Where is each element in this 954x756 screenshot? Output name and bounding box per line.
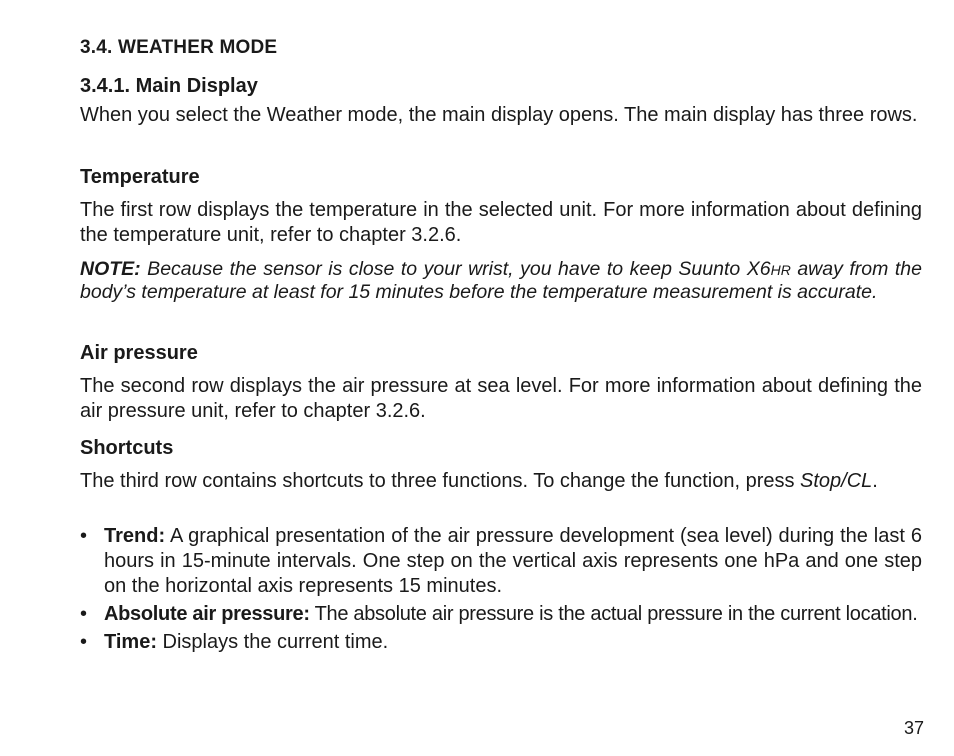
bullet-icon: • xyxy=(80,631,88,653)
note-model-suffix: HR xyxy=(770,262,791,278)
list-item-text: Displays the current time. xyxy=(156,631,389,653)
list-item-absolute-air-pressure xyxy=(80,602,922,627)
bullet-icon: • xyxy=(80,525,88,547)
page-number: 37 xyxy=(903,718,924,738)
list-item-text: The absolute air pressure is the actual pressure in the current location. xyxy=(309,603,918,625)
air-pressure-paragraph: The second row displays the air pressure at sea level. For more information about defining the air pressure unit, refer to chapter 3.2.6. xyxy=(80,375,922,422)
list-item-term: Time: xyxy=(104,631,157,653)
shortcuts-list xyxy=(80,524,922,658)
shortcuts-heading: Shortcuts xyxy=(80,437,174,459)
temperature-heading: Temperature xyxy=(80,166,200,188)
list-item-trend xyxy=(80,524,922,599)
list-item-text: A graphical presentation of the air pressure development (sea level) during the last 6 hours in 15-minute intervals. One step on the vertical axis represents one hPa and one step on the horizontal axis represents 15 minutes. xyxy=(104,525,922,597)
section-heading: 3.4. WEATHER MODE xyxy=(80,37,278,58)
air-pressure-heading: Air pressure xyxy=(80,342,198,364)
note-label: NOTE: xyxy=(80,258,141,280)
note-text-b: away from the body’s temperature at least for 15 minutes before the temperature measurement is accurate. xyxy=(80,258,922,303)
bullet-icon: • xyxy=(80,603,87,625)
stop-cl-button-ref: Stop/CL xyxy=(800,470,873,492)
shortcuts-paragraph xyxy=(80,469,922,494)
subsection-heading: 3.4.1. Main Display xyxy=(80,75,258,97)
intro-paragraph: When you select the Weather mode, the main display opens. The main display has three rows. xyxy=(80,104,918,126)
temperature-paragraph: The first row displays the temperature in the selected unit. For more information about defining the temperature unit, refer to chapter 3.2.6. xyxy=(80,199,922,246)
shortcuts-text-b: . xyxy=(872,470,878,492)
shortcuts-text-a: The third row contains shortcuts to three functions. To change the function, press xyxy=(80,470,801,492)
list-item-time xyxy=(80,630,922,655)
list-item-term: Trend: xyxy=(104,525,166,547)
list-item-term: Absolute air pressure: xyxy=(104,603,310,625)
temperature-note xyxy=(80,258,922,303)
note-text-a: Because the sensor is close to your wrist, you have to keep Suunto X6 xyxy=(140,258,771,280)
